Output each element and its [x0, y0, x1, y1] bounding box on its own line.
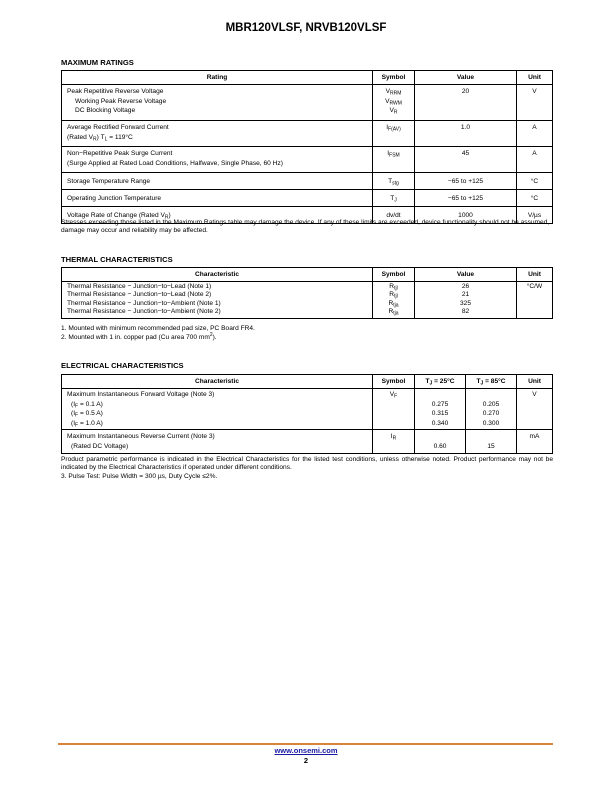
- characteristic-label: Thermal Resistance − Junction−to−Ambient (Note 1): [67, 299, 221, 307]
- table-row: [62, 430, 553, 453]
- rating-label: Voltage Rate of Change (Rated $V_R$): [62, 207, 373, 224]
- table-header-row: [62, 268, 553, 282]
- symbol: $T_J$: [373, 190, 415, 207]
- thermal-heading: THERMAL CHARACTERISTICS: [61, 255, 173, 264]
- value: 325: [459, 299, 471, 307]
- document-title: MBR120VLSF, NRVB120VLSF: [225, 22, 387, 34]
- table-row: [62, 85, 553, 121]
- value: 1000: [415, 207, 517, 224]
- unit: mA: [517, 430, 553, 453]
- header-tj-25: $T_J = 25^\circ C$: [415, 375, 466, 389]
- electrical-heading: ELECTRICAL CHARACTERISTICS: [61, 361, 184, 370]
- condition-label: ($I_F = 0.1$ A): [71, 400, 103, 410]
- symbol: $R_{tja}$: [388, 307, 399, 317]
- characteristic-label: Maximum Instantaneous Reverse Current (Note 3): [67, 433, 215, 441]
- table-row: [62, 173, 553, 190]
- rating-label: DC Blocking Voltage: [75, 107, 136, 115]
- symbol: $R_{tjl}$: [389, 283, 398, 292]
- electrical-table: [61, 374, 553, 454]
- value-25c: 0.60: [433, 442, 447, 450]
- unit: °C: [517, 190, 553, 207]
- thermal-table: [61, 267, 553, 319]
- symbol: $V_{RWM}$: [385, 97, 402, 107]
- value: 21: [461, 291, 470, 299]
- unit: V/µs: [517, 207, 553, 224]
- table-row: [62, 282, 553, 319]
- thermal-note-2: 2. Mounted with 1 in. copper pad (Cu area 700 $mm^2$).: [61, 332, 217, 341]
- rating-label: (Rated $V_R$) $T_L = 119^\circ C$: [67, 133, 133, 143]
- rating-label: Non−Repetitive Peak Surge Current: [67, 150, 173, 157]
- symbol: dv/dt: [373, 207, 415, 224]
- table-row: [62, 190, 553, 207]
- header-tj-85: $T_J = 85^\circ C$: [466, 375, 517, 389]
- table-row: [62, 121, 553, 147]
- value-85c: 0.205: [482, 400, 500, 408]
- unit: V: [517, 389, 553, 430]
- website-link[interactable]: www.onsemi.com: [274, 746, 338, 755]
- max-ratings-heading: MAXIMUM RATINGS: [61, 58, 134, 67]
- value-85c: 0.300: [482, 419, 500, 427]
- header-symbol: Symbol: [373, 71, 415, 85]
- header-unit: Unit: [517, 375, 553, 389]
- footer-divider: [58, 743, 553, 745]
- symbol: $V_{RRM}$: [385, 88, 402, 97]
- characteristic-label: Thermal Resistance − Junction−to−Ambient (Note 2): [67, 307, 221, 315]
- value: 1.0: [415, 121, 517, 147]
- rating-label: Working Peak Reverse Voltage: [75, 97, 167, 105]
- header-rating: Rating: [62, 71, 373, 85]
- rating-label: Average Rectified Forward Current: [67, 124, 169, 131]
- max-ratings-note: Stresses exceeding those listed in the Maximum Ratings table may damage the device. If any of these limits are exceeded, device functionality should not be assumed, damage may occur and reliability may be affected.: [61, 219, 550, 235]
- table-row: [62, 389, 553, 430]
- symbol: $I_{FSM}$: [373, 147, 415, 173]
- unit: °C: [517, 173, 553, 190]
- unit: A: [517, 121, 553, 147]
- symbol: $I_R$: [373, 430, 415, 453]
- table-header-row: [62, 375, 553, 389]
- max-ratings-table: [61, 70, 553, 224]
- table-row: [62, 147, 553, 173]
- rating-label: (Surge Applied at Rated Load Conditions, Halfwave, Single Phase, 60 Hz): [67, 159, 283, 167]
- value: −65 to +125: [415, 190, 517, 207]
- symbol: $V_R$: [389, 107, 398, 116]
- symbol: $T_{stg}$: [373, 173, 415, 190]
- symbol: $R_{tja}$: [388, 299, 399, 309]
- value-25c: 0.340: [431, 419, 449, 427]
- header-value: Value: [415, 268, 517, 282]
- rating-label: Storage Temperature Range: [62, 173, 373, 190]
- value-25c: 0.275: [431, 400, 449, 408]
- header-unit: Unit: [517, 268, 553, 282]
- unit: V: [517, 85, 553, 121]
- unit: A: [517, 147, 553, 173]
- symbol: $I_{F(AV)}$: [373, 121, 415, 147]
- unit: °C/W: [517, 282, 553, 319]
- condition-label: ($I_F = 0.5$ A): [71, 410, 103, 419]
- header-characteristic: Characteristic: [62, 375, 373, 389]
- symbol: $R_{tjl}$: [389, 291, 398, 300]
- rating-label: Peak Repetitive Reverse Voltage: [67, 88, 164, 95]
- value-85c: 0.270: [482, 410, 500, 418]
- characteristic-label: Maximum Instantaneous Forward Voltage (Note 3): [67, 391, 215, 398]
- value: 45: [415, 147, 517, 173]
- header-symbol: Symbol: [373, 375, 415, 389]
- header-unit: Unit: [517, 71, 553, 85]
- electrical-note-3: 3. Pulse Test: Pulse Width = 300 µs, Duty Cycle ≤2%.: [61, 473, 218, 480]
- value-85c: 15: [487, 442, 495, 450]
- value: 82: [461, 307, 470, 315]
- value-25c: 0.315: [431, 410, 449, 418]
- characteristic-label: Thermal Resistance − Junction−to−Lead (Note 2): [67, 291, 212, 299]
- condition-label: (Rated DC Voltage): [71, 442, 129, 450]
- rating-label: Operating Junction Temperature: [62, 190, 373, 207]
- page-number: 2: [303, 756, 309, 765]
- electrical-note: Product parametric performance is indicated in the Electrical Characteristics for the listed test conditions, unless otherwise noted. Product performance may not be indicated by the Electrical Characteristics if operated under different conditions.: [61, 456, 553, 472]
- thermal-note-1: 1. Mounted with minimum recommended pad size, PC Board FR4.: [61, 325, 255, 332]
- condition-label: ($I_F = 1.0$ A): [71, 419, 103, 429]
- value: 26: [461, 283, 470, 290]
- header-value: Value: [415, 71, 517, 85]
- characteristic-label: Thermal Resistance − Junction−to−Lead (Note 1): [67, 283, 212, 290]
- header-characteristic: Characteristic: [62, 268, 373, 282]
- table-header-row: [62, 71, 553, 85]
- value: −65 to +125: [415, 173, 517, 190]
- header-symbol: Symbol: [373, 268, 415, 282]
- value: 20: [415, 85, 517, 121]
- symbol: $V_F$: [373, 389, 415, 430]
